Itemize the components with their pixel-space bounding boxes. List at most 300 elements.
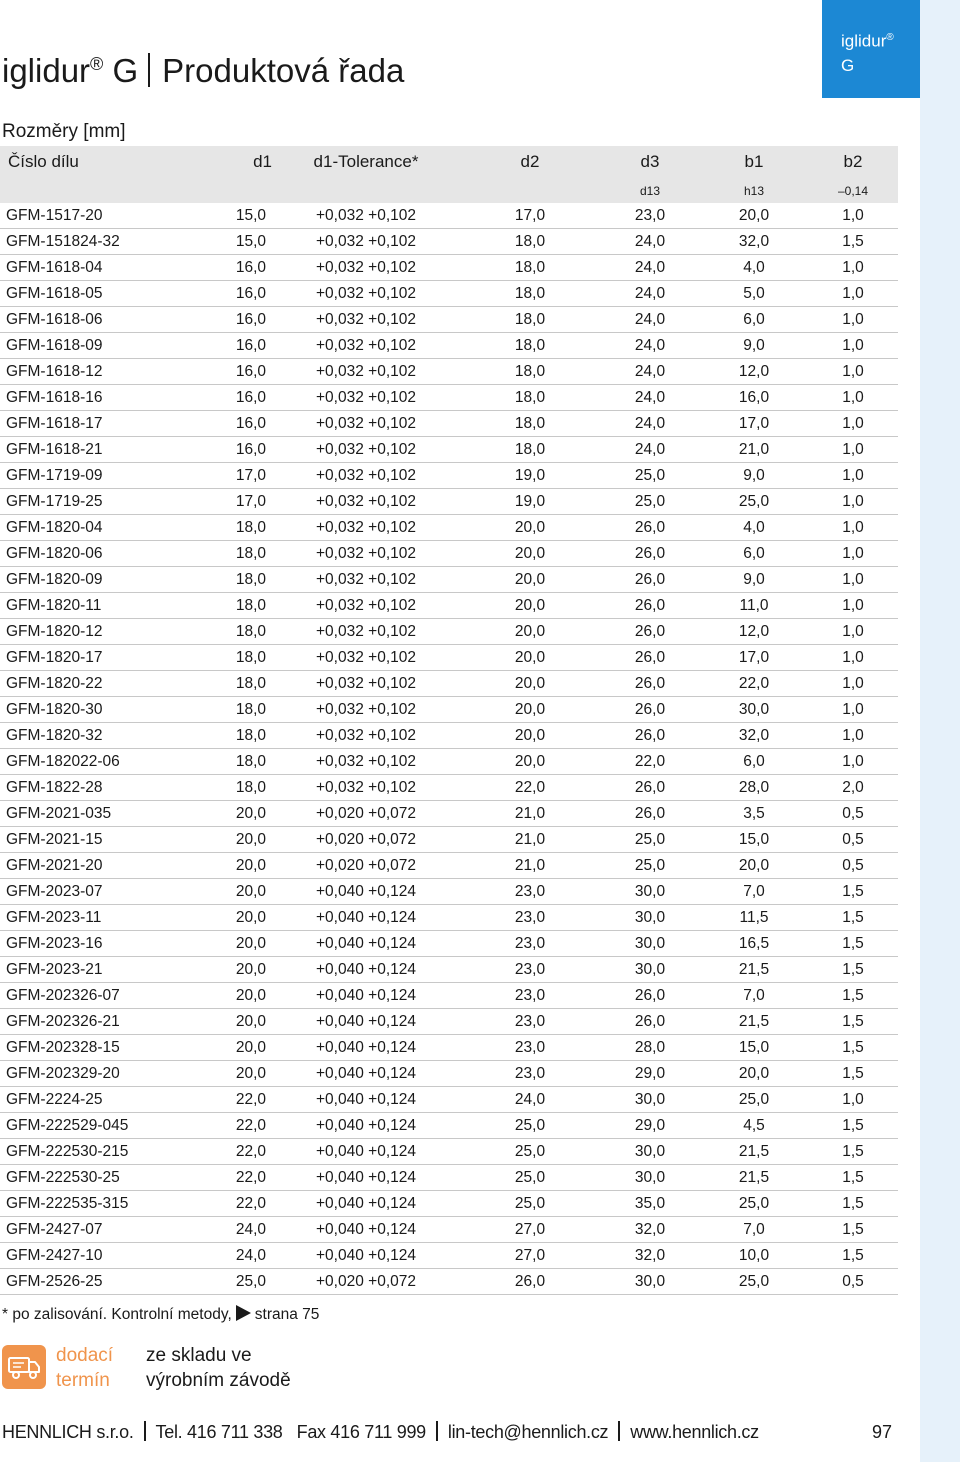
- d1-tolerance-cell: +0,032 +0,102: [272, 541, 460, 567]
- d2-cell: 18,0: [460, 255, 600, 281]
- b2-cell: 0,5: [808, 801, 898, 827]
- d3-cell: 26,0: [600, 1009, 700, 1035]
- b2-cell: 1,0: [808, 723, 898, 749]
- part-number-cell: GFM-1820-12: [0, 619, 196, 645]
- d2-cell: 23,0: [460, 957, 600, 983]
- table-row: [0, 229, 898, 255]
- b2-cell: 1,0: [808, 749, 898, 775]
- part-number-cell: GFM-1618-12: [0, 359, 196, 385]
- d1-cell: 16,0: [196, 255, 272, 281]
- d1-cell: 22,0: [196, 1165, 272, 1191]
- d3-cell: 30,0: [600, 957, 700, 983]
- d1-tolerance-cell: +0,020 +0,072: [272, 853, 460, 879]
- d3-cell: 24,0: [600, 255, 700, 281]
- footnote-text: * po zalisování. Kontrolní metody,: [2, 1306, 232, 1323]
- b2-cell: 1,0: [808, 515, 898, 541]
- delivery-value-line2: výrobním závodě: [146, 1370, 291, 1391]
- d2-cell: 18,0: [460, 333, 600, 359]
- b2-cell: 1,5: [808, 229, 898, 255]
- table-row: [0, 333, 898, 359]
- b1-cell: 17,0: [700, 645, 808, 671]
- b1-cell: 21,5: [700, 1139, 808, 1165]
- d2-cell: 22,0: [460, 775, 600, 801]
- table-row: [0, 801, 898, 827]
- d1-tolerance-cell: +0,032 +0,102: [272, 671, 460, 697]
- b1-cell: 25,0: [700, 1269, 808, 1295]
- footer-web[interactable]: www.hennlich.cz: [630, 1422, 759, 1442]
- b2-cell: 1,5: [808, 983, 898, 1009]
- brand-reg: ®: [886, 32, 894, 43]
- d3-cell: 25,0: [600, 827, 700, 853]
- part-number-cell: GFM-222535-315: [0, 1191, 196, 1217]
- d2-cell: 20,0: [460, 749, 600, 775]
- b1-cell: 12,0: [700, 619, 808, 645]
- d3-cell: 26,0: [600, 697, 700, 723]
- footer-email[interactable]: lin-tech@hennlich.cz: [447, 1422, 609, 1442]
- part-number-cell: GFM-2427-07: [0, 1217, 196, 1243]
- title-reg: ®: [90, 54, 104, 74]
- d1-cell: 20,0: [196, 1061, 272, 1087]
- d1-cell: 22,0: [196, 1191, 272, 1217]
- b2-cell: 1,0: [808, 359, 898, 385]
- part-number-cell: GFM-1820-11: [0, 593, 196, 619]
- b1-cell: 21,5: [700, 957, 808, 983]
- table-row: [0, 437, 898, 463]
- d3-cell: 26,0: [600, 593, 700, 619]
- table-row: [0, 983, 898, 1009]
- b2-cell: 1,0: [808, 385, 898, 411]
- d1-tolerance-cell: +0,032 +0,102: [272, 463, 460, 489]
- part-number-cell: GFM-2021-035: [0, 801, 196, 827]
- d1-cell: 18,0: [196, 567, 272, 593]
- b2-cell: 2,0: [808, 775, 898, 801]
- d1-cell: 18,0: [196, 541, 272, 567]
- d1-tolerance-cell: +0,032 +0,102: [272, 593, 460, 619]
- footer: [2, 1420, 759, 1444]
- d3-cell: 26,0: [600, 541, 700, 567]
- d2-cell: 18,0: [460, 307, 600, 333]
- part-number-cell: GFM-1719-09: [0, 463, 196, 489]
- d3-cell: 26,0: [600, 801, 700, 827]
- b1-cell: 4,5: [700, 1113, 808, 1139]
- b1-cell: 7,0: [700, 983, 808, 1009]
- page-title: [2, 42, 404, 93]
- table-row: [0, 1217, 898, 1243]
- table-body: [0, 203, 898, 1295]
- part-number-cell: GFM-2023-07: [0, 879, 196, 905]
- part-number-cell: GFM-2427-10: [0, 1243, 196, 1269]
- b1-cell: 4,0: [700, 255, 808, 281]
- table-row: [0, 515, 898, 541]
- d2-cell: 25,0: [460, 1191, 600, 1217]
- part-number-cell: GFM-202326-21: [0, 1009, 196, 1035]
- d3-cell: 30,0: [600, 1269, 700, 1295]
- table-row: [0, 749, 898, 775]
- table-row: [0, 1269, 898, 1295]
- b2-cell: 1,5: [808, 957, 898, 983]
- dimensions-table-wrap: [0, 146, 898, 1295]
- part-number-cell: GFM-1618-17: [0, 411, 196, 437]
- d2-cell: 26,0: [460, 1269, 600, 1295]
- b2-cell: 1,5: [808, 1139, 898, 1165]
- table-row: [0, 671, 898, 697]
- b2-cell: 0,5: [808, 1269, 898, 1295]
- footnote: [2, 1305, 319, 1325]
- table-row: [0, 1035, 898, 1061]
- d1-cell: 25,0: [196, 1269, 272, 1295]
- part-number-cell: GFM-1618-21: [0, 437, 196, 463]
- d1-tolerance-cell: +0,032 +0,102: [272, 385, 460, 411]
- d3-cell: 30,0: [600, 931, 700, 957]
- d2-cell: 19,0: [460, 489, 600, 515]
- part-number-cell: GFM-2224-25: [0, 1087, 196, 1113]
- subheader-b2: –0,14: [808, 178, 898, 203]
- b2-cell: 0,5: [808, 853, 898, 879]
- d2-cell: 24,0: [460, 1087, 600, 1113]
- part-number-cell: GFM-2023-16: [0, 931, 196, 957]
- b1-cell: 22,0: [700, 671, 808, 697]
- subheader-b1: h13: [700, 178, 808, 203]
- d2-cell: 20,0: [460, 645, 600, 671]
- header-b2: b2: [808, 146, 898, 178]
- d2-cell: 21,0: [460, 853, 600, 879]
- d2-cell: 18,0: [460, 229, 600, 255]
- b2-cell: 1,0: [808, 671, 898, 697]
- subheader-d2: [460, 178, 600, 203]
- d2-cell: 18,0: [460, 359, 600, 385]
- d3-cell: 26,0: [600, 723, 700, 749]
- right-edge-strip: [920, 0, 960, 1462]
- b2-cell: 1,0: [808, 1087, 898, 1113]
- footer-fax: Fax 416 711 999: [296, 1422, 426, 1442]
- b1-cell: 9,0: [700, 463, 808, 489]
- header-d2: d2: [460, 146, 600, 178]
- d2-cell: 20,0: [460, 541, 600, 567]
- table-row: [0, 593, 898, 619]
- header-d1: d1: [196, 146, 272, 178]
- table-subheader-row: [0, 178, 898, 203]
- d1-cell: 15,0: [196, 229, 272, 255]
- b1-cell: 4,0: [700, 515, 808, 541]
- d2-cell: 20,0: [460, 723, 600, 749]
- table-row: [0, 1139, 898, 1165]
- d1-tolerance-cell: +0,040 +0,124: [272, 1217, 460, 1243]
- d1-cell: 17,0: [196, 489, 272, 515]
- b1-cell: 11,0: [700, 593, 808, 619]
- d3-cell: 25,0: [600, 489, 700, 515]
- d3-cell: 29,0: [600, 1113, 700, 1139]
- part-number-cell: GFM-222530-215: [0, 1139, 196, 1165]
- b1-cell: 28,0: [700, 775, 808, 801]
- b2-cell: 1,0: [808, 619, 898, 645]
- d2-cell: 25,0: [460, 1113, 600, 1139]
- table-row: [0, 1061, 898, 1087]
- d2-cell: 25,0: [460, 1165, 600, 1191]
- d1-cell: 22,0: [196, 1139, 272, 1165]
- table-row: [0, 489, 898, 515]
- b1-cell: 7,0: [700, 1217, 808, 1243]
- table-row: [0, 203, 898, 229]
- d1-cell: 18,0: [196, 515, 272, 541]
- b2-cell: 1,5: [808, 879, 898, 905]
- table-row: [0, 1113, 898, 1139]
- d3-cell: 24,0: [600, 411, 700, 437]
- delivery-truck-icon: [2, 1345, 46, 1389]
- d1-cell: 18,0: [196, 593, 272, 619]
- d1-tolerance-cell: +0,032 +0,102: [272, 697, 460, 723]
- table-row: [0, 281, 898, 307]
- d1-tolerance-cell: +0,040 +0,124: [272, 1087, 460, 1113]
- subheader-d1: [196, 178, 272, 203]
- part-number-cell: GFM-1820-04: [0, 515, 196, 541]
- d1-tolerance-cell: +0,040 +0,124: [272, 1113, 460, 1139]
- d1-cell: 20,0: [196, 931, 272, 957]
- b2-cell: 1,5: [808, 1191, 898, 1217]
- part-number-cell: GFM-1618-16: [0, 385, 196, 411]
- d1-tolerance-cell: +0,032 +0,102: [272, 489, 460, 515]
- b2-cell: 1,0: [808, 541, 898, 567]
- part-number-cell: GFM-2021-15: [0, 827, 196, 853]
- table-row: [0, 723, 898, 749]
- d1-cell: 24,0: [196, 1243, 272, 1269]
- d3-cell: 26,0: [600, 645, 700, 671]
- part-number-cell: GFM-1618-09: [0, 333, 196, 359]
- d1-cell: 15,0: [196, 203, 272, 229]
- part-number-cell: GFM-1618-04: [0, 255, 196, 281]
- d3-cell: 24,0: [600, 385, 700, 411]
- d2-cell: 19,0: [460, 463, 600, 489]
- d2-cell: 23,0: [460, 1061, 600, 1087]
- d1-cell: 20,0: [196, 879, 272, 905]
- d1-tolerance-cell: +0,040 +0,124: [272, 957, 460, 983]
- footer-company: HENNLICH s.r.o.: [2, 1422, 134, 1442]
- d2-cell: 27,0: [460, 1243, 600, 1269]
- b1-cell: 20,0: [700, 1061, 808, 1087]
- d1-tolerance-cell: +0,032 +0,102: [272, 307, 460, 333]
- d3-cell: 26,0: [600, 619, 700, 645]
- d2-cell: 20,0: [460, 697, 600, 723]
- b2-cell: 1,0: [808, 437, 898, 463]
- b1-cell: 21,5: [700, 1009, 808, 1035]
- table-row: [0, 1191, 898, 1217]
- d2-cell: 21,0: [460, 801, 600, 827]
- b2-cell: 1,0: [808, 333, 898, 359]
- d2-cell: 18,0: [460, 437, 600, 463]
- table-row: [0, 463, 898, 489]
- d1-cell: 16,0: [196, 437, 272, 463]
- b1-cell: 6,0: [700, 749, 808, 775]
- d3-cell: 28,0: [600, 1035, 700, 1061]
- d2-cell: 23,0: [460, 1035, 600, 1061]
- title-divider: [148, 53, 150, 87]
- d3-cell: 24,0: [600, 333, 700, 359]
- brand-series: G: [841, 55, 855, 75]
- d1-tolerance-cell: +0,040 +0,124: [272, 931, 460, 957]
- d1-tolerance-cell: +0,040 +0,124: [272, 983, 460, 1009]
- table-row: [0, 697, 898, 723]
- b2-cell: 1,5: [808, 1061, 898, 1087]
- table-row: [0, 385, 898, 411]
- page-number: 97: [872, 1422, 893, 1442]
- d3-cell: 32,0: [600, 1217, 700, 1243]
- table-row: [0, 853, 898, 879]
- b2-cell: 1,0: [808, 255, 898, 281]
- d1-cell: 16,0: [196, 359, 272, 385]
- d1-tolerance-cell: +0,040 +0,124: [272, 1191, 460, 1217]
- d1-cell: 18,0: [196, 697, 272, 723]
- d3-cell: 26,0: [600, 671, 700, 697]
- part-number-cell: GFM-2021-20: [0, 853, 196, 879]
- subheader-d1-tolerance: [272, 178, 460, 203]
- d3-cell: 24,0: [600, 307, 700, 333]
- footer-divider: [618, 1421, 620, 1441]
- table-row: [0, 619, 898, 645]
- d1-tolerance-cell: +0,040 +0,124: [272, 1243, 460, 1269]
- b1-cell: 21,0: [700, 437, 808, 463]
- part-number-cell: GFM-2023-11: [0, 905, 196, 931]
- b2-cell: 1,5: [808, 1217, 898, 1243]
- d2-cell: 23,0: [460, 931, 600, 957]
- section-title: Rozměry [mm]: [2, 121, 126, 142]
- d1-cell: 20,0: [196, 853, 272, 879]
- table-row: [0, 879, 898, 905]
- b1-cell: 7,0: [700, 879, 808, 905]
- d3-cell: 29,0: [600, 1061, 700, 1087]
- footer-divider: [144, 1421, 146, 1441]
- d1-cell: 20,0: [196, 983, 272, 1009]
- table-row: [0, 1165, 898, 1191]
- table-row: [0, 307, 898, 333]
- part-number-cell: GFM-1820-17: [0, 645, 196, 671]
- d3-cell: 26,0: [600, 775, 700, 801]
- b1-cell: 15,0: [700, 827, 808, 853]
- d1-cell: 22,0: [196, 1113, 272, 1139]
- d1-cell: 20,0: [196, 827, 272, 853]
- d3-cell: 30,0: [600, 1139, 700, 1165]
- d1-tolerance-cell: +0,020 +0,072: [272, 827, 460, 853]
- part-number-cell: GFM-1517-20: [0, 203, 196, 229]
- b1-cell: 30,0: [700, 697, 808, 723]
- d1-cell: 16,0: [196, 385, 272, 411]
- table-row: [0, 255, 898, 281]
- d2-cell: 23,0: [460, 905, 600, 931]
- d3-cell: 25,0: [600, 463, 700, 489]
- d1-cell: 20,0: [196, 905, 272, 931]
- d3-cell: 26,0: [600, 567, 700, 593]
- b2-cell: 1,5: [808, 1009, 898, 1035]
- part-number-cell: GFM-202328-15: [0, 1035, 196, 1061]
- d1-cell: 20,0: [196, 1035, 272, 1061]
- d1-cell: 18,0: [196, 645, 272, 671]
- b2-cell: 1,5: [808, 931, 898, 957]
- d1-cell: 17,0: [196, 463, 272, 489]
- part-number-cell: GFM-1820-32: [0, 723, 196, 749]
- b1-cell: 32,0: [700, 229, 808, 255]
- table-row: [0, 827, 898, 853]
- d3-cell: 25,0: [600, 853, 700, 879]
- b2-cell: 1,0: [808, 203, 898, 229]
- d1-tolerance-cell: +0,040 +0,124: [272, 1061, 460, 1087]
- d3-cell: 26,0: [600, 983, 700, 1009]
- b1-cell: 6,0: [700, 307, 808, 333]
- d1-tolerance-cell: +0,040 +0,124: [272, 1139, 460, 1165]
- d1-cell: 20,0: [196, 1009, 272, 1035]
- d1-cell: 20,0: [196, 801, 272, 827]
- footer-divider: [436, 1421, 438, 1441]
- table-row: [0, 775, 898, 801]
- table-row: [0, 1009, 898, 1035]
- delivery-label-line1: dodací: [56, 1345, 114, 1366]
- b2-cell: 1,0: [808, 411, 898, 437]
- d1-cell: 16,0: [196, 411, 272, 437]
- d3-cell: 22,0: [600, 749, 700, 775]
- b1-cell: 25,0: [700, 489, 808, 515]
- b2-cell: 1,5: [808, 905, 898, 931]
- b1-cell: 20,0: [700, 203, 808, 229]
- table-row: [0, 359, 898, 385]
- part-number-cell: GFM-1822-28: [0, 775, 196, 801]
- d1-cell: 24,0: [196, 1217, 272, 1243]
- d3-cell: 26,0: [600, 515, 700, 541]
- table-row: [0, 645, 898, 671]
- table-row: [0, 905, 898, 931]
- b2-cell: 1,5: [808, 1113, 898, 1139]
- header-b1: b1: [700, 146, 808, 178]
- d2-cell: 23,0: [460, 983, 600, 1009]
- d3-cell: 23,0: [600, 203, 700, 229]
- b1-cell: 16,5: [700, 931, 808, 957]
- d1-tolerance-cell: +0,040 +0,124: [272, 1035, 460, 1061]
- b2-cell: 0,5: [808, 827, 898, 853]
- b2-cell: 1,0: [808, 697, 898, 723]
- subheader-part-number: [0, 178, 196, 203]
- d1-tolerance-cell: +0,032 +0,102: [272, 515, 460, 541]
- d3-cell: 24,0: [600, 437, 700, 463]
- delivery-value-line1: ze skladu ve: [146, 1345, 252, 1366]
- footnote-link[interactable]: strana 75: [254, 1306, 320, 1323]
- d1-tolerance-cell: +0,040 +0,124: [272, 879, 460, 905]
- d1-tolerance-cell: +0,040 +0,124: [272, 905, 460, 931]
- d2-cell: 17,0: [460, 203, 600, 229]
- part-number-cell: GFM-1820-30: [0, 697, 196, 723]
- d1-cell: 18,0: [196, 723, 272, 749]
- d2-cell: 20,0: [460, 567, 600, 593]
- header-d3: d3: [600, 146, 700, 178]
- d2-cell: 20,0: [460, 593, 600, 619]
- b2-cell: 1,5: [808, 1035, 898, 1061]
- arrow-right-icon: [236, 1305, 251, 1321]
- d3-cell: 30,0: [600, 1087, 700, 1113]
- delivery-value: [146, 1343, 291, 1393]
- d1-tolerance-cell: +0,032 +0,102: [272, 281, 460, 307]
- brand-tab: [822, 0, 920, 98]
- d1-cell: 16,0: [196, 281, 272, 307]
- b1-cell: 17,0: [700, 411, 808, 437]
- b2-cell: 1,5: [808, 1243, 898, 1269]
- part-number-cell: GFM-1820-22: [0, 671, 196, 697]
- d1-tolerance-cell: +0,032 +0,102: [272, 359, 460, 385]
- part-number-cell: GFM-2023-21: [0, 957, 196, 983]
- d1-tolerance-cell: +0,032 +0,102: [272, 437, 460, 463]
- title-series: G: [112, 52, 139, 89]
- d1-cell: 18,0: [196, 775, 272, 801]
- header-part-number: Číslo dílu: [0, 146, 196, 178]
- header-d1-tolerance: d1-Tolerance*: [272, 146, 460, 178]
- d1-tolerance-cell: +0,032 +0,102: [272, 203, 460, 229]
- table-row: [0, 931, 898, 957]
- d1-cell: 16,0: [196, 307, 272, 333]
- d2-cell: 23,0: [460, 1009, 600, 1035]
